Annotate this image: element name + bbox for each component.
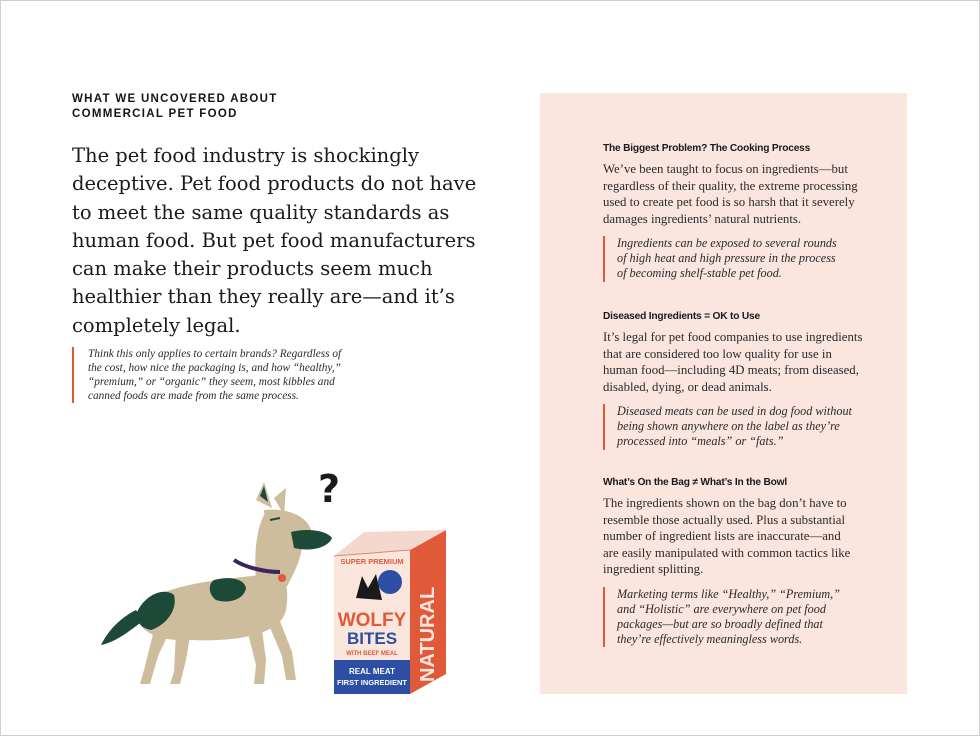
section-body: [603, 495, 863, 578]
quote-line: of high heat and high pressure in the process: [617, 251, 836, 266]
section-body: [603, 329, 863, 395]
body-line: used to create pet food is so harsh that it severely: [603, 195, 855, 209]
quote-line: Diseased meats can be used in dog food without: [617, 404, 852, 418]
bag-brand-line2: BITES: [346, 629, 398, 648]
section-cooking-process: [603, 142, 863, 282]
eyebrow-line: COMMERCIAL PET FOOD: [72, 108, 238, 120]
quote-line: and “Holistic” are everywhere on pet food: [617, 601, 826, 616]
dog-and-food-bag-illustration: [96, 460, 476, 710]
section-bag-vs-bowl: [603, 476, 863, 647]
note-line: canned foods are made from the same process.: [88, 390, 299, 402]
lead-line: completely legal.: [72, 313, 241, 337]
body-line: number of ingredient lists are inaccurate—and: [603, 529, 841, 543]
note-line: Think this only applies to certain brands? Regardless of: [88, 348, 342, 360]
quote-line: packages—but are so broadly defined that: [617, 616, 823, 631]
eyebrow-line: WHAT WE UNCOVERED ABOUT: [72, 93, 278, 105]
body-line: disabled, dying, or dead animals.: [603, 379, 772, 394]
note-line: “premium,” or “organic” they seem, most kibbles and: [88, 376, 335, 388]
section-title: What’s On the Bag ≠ What’s In the Bowl: [603, 477, 788, 488]
section-quote: [603, 404, 863, 450]
bag-bottom-line2: FIRST INGREDIENT: [336, 678, 408, 687]
bag-bottom-line1: REAL MEAT: [349, 667, 395, 676]
lead-line: healthier than they really are—and it’s: [72, 285, 455, 309]
lead-line: to meet the same quality standards as: [72, 200, 450, 224]
body-line: It’s legal for pet food companies to use ingredients: [603, 330, 863, 344]
quote-line: processed into “meals” or “fats.”: [617, 434, 784, 449]
bag-brand-line1: WOLFY: [337, 610, 407, 631]
note-line: the cost, how nice the packaging is, and how “healthy,”: [88, 362, 341, 374]
lead-line: The pet food industry is shockingly: [72, 144, 419, 167]
body-line: resemble those actually used. Plus a substantial: [603, 512, 846, 527]
body-line: human food—including 4D meats; from diseased,: [603, 363, 859, 377]
food-bag-icon: [334, 530, 446, 694]
side-note: [72, 347, 408, 403]
quote-line: Marketing terms like “Healthy,” “Premium,”: [617, 586, 840, 601]
body-line: that are considered too low quality for use in: [603, 346, 832, 361]
lead-paragraph: [72, 142, 477, 340]
section-title: Diseased Ingredients = OK to Use: [603, 311, 760, 322]
bag-side-label: NATURAL: [417, 586, 439, 682]
section-diseased-ingredients: [603, 310, 863, 450]
section-quote: [603, 236, 863, 282]
quote-line: of becoming shelf-stable pet food.: [617, 266, 782, 281]
lead-line: deceptive. Pet food products do not have: [72, 172, 477, 196]
dog-icon: [101, 467, 340, 684]
section-quote: [603, 587, 863, 648]
section-body: [603, 161, 863, 227]
bag-sub-label: WITH BEEF MEAL: [346, 651, 398, 657]
section-eyebrow: [72, 92, 332, 122]
section-title: The Biggest Problem? The Cooking Process: [603, 143, 811, 154]
lead-line: can make their products seem much: [72, 257, 433, 281]
body-line: ingredient splitting.: [603, 562, 704, 576]
quote-line: being shown anywhere on the label as they’re: [617, 419, 840, 434]
body-line: We’ve been taught to focus on ingredients—but: [603, 162, 848, 176]
body-line: The ingredients shown on the bag don’t have to: [603, 496, 847, 510]
quote-line: they’re effectively meaningless words.: [617, 632, 803, 647]
bag-top-label: SUPER PREMIUM: [340, 557, 404, 566]
body-line: damages ingredients’ natural nutrients.: [603, 211, 802, 226]
body-line: are easily manipulated with common tactics like: [603, 545, 851, 560]
quote-line: Ingredients can be exposed to several rounds: [617, 236, 837, 250]
lead-line: human food. But pet food manufacturers: [72, 228, 476, 252]
body-line: regardless of their quality, the extreme processing: [603, 178, 858, 193]
question-mark: ?: [318, 467, 341, 511]
